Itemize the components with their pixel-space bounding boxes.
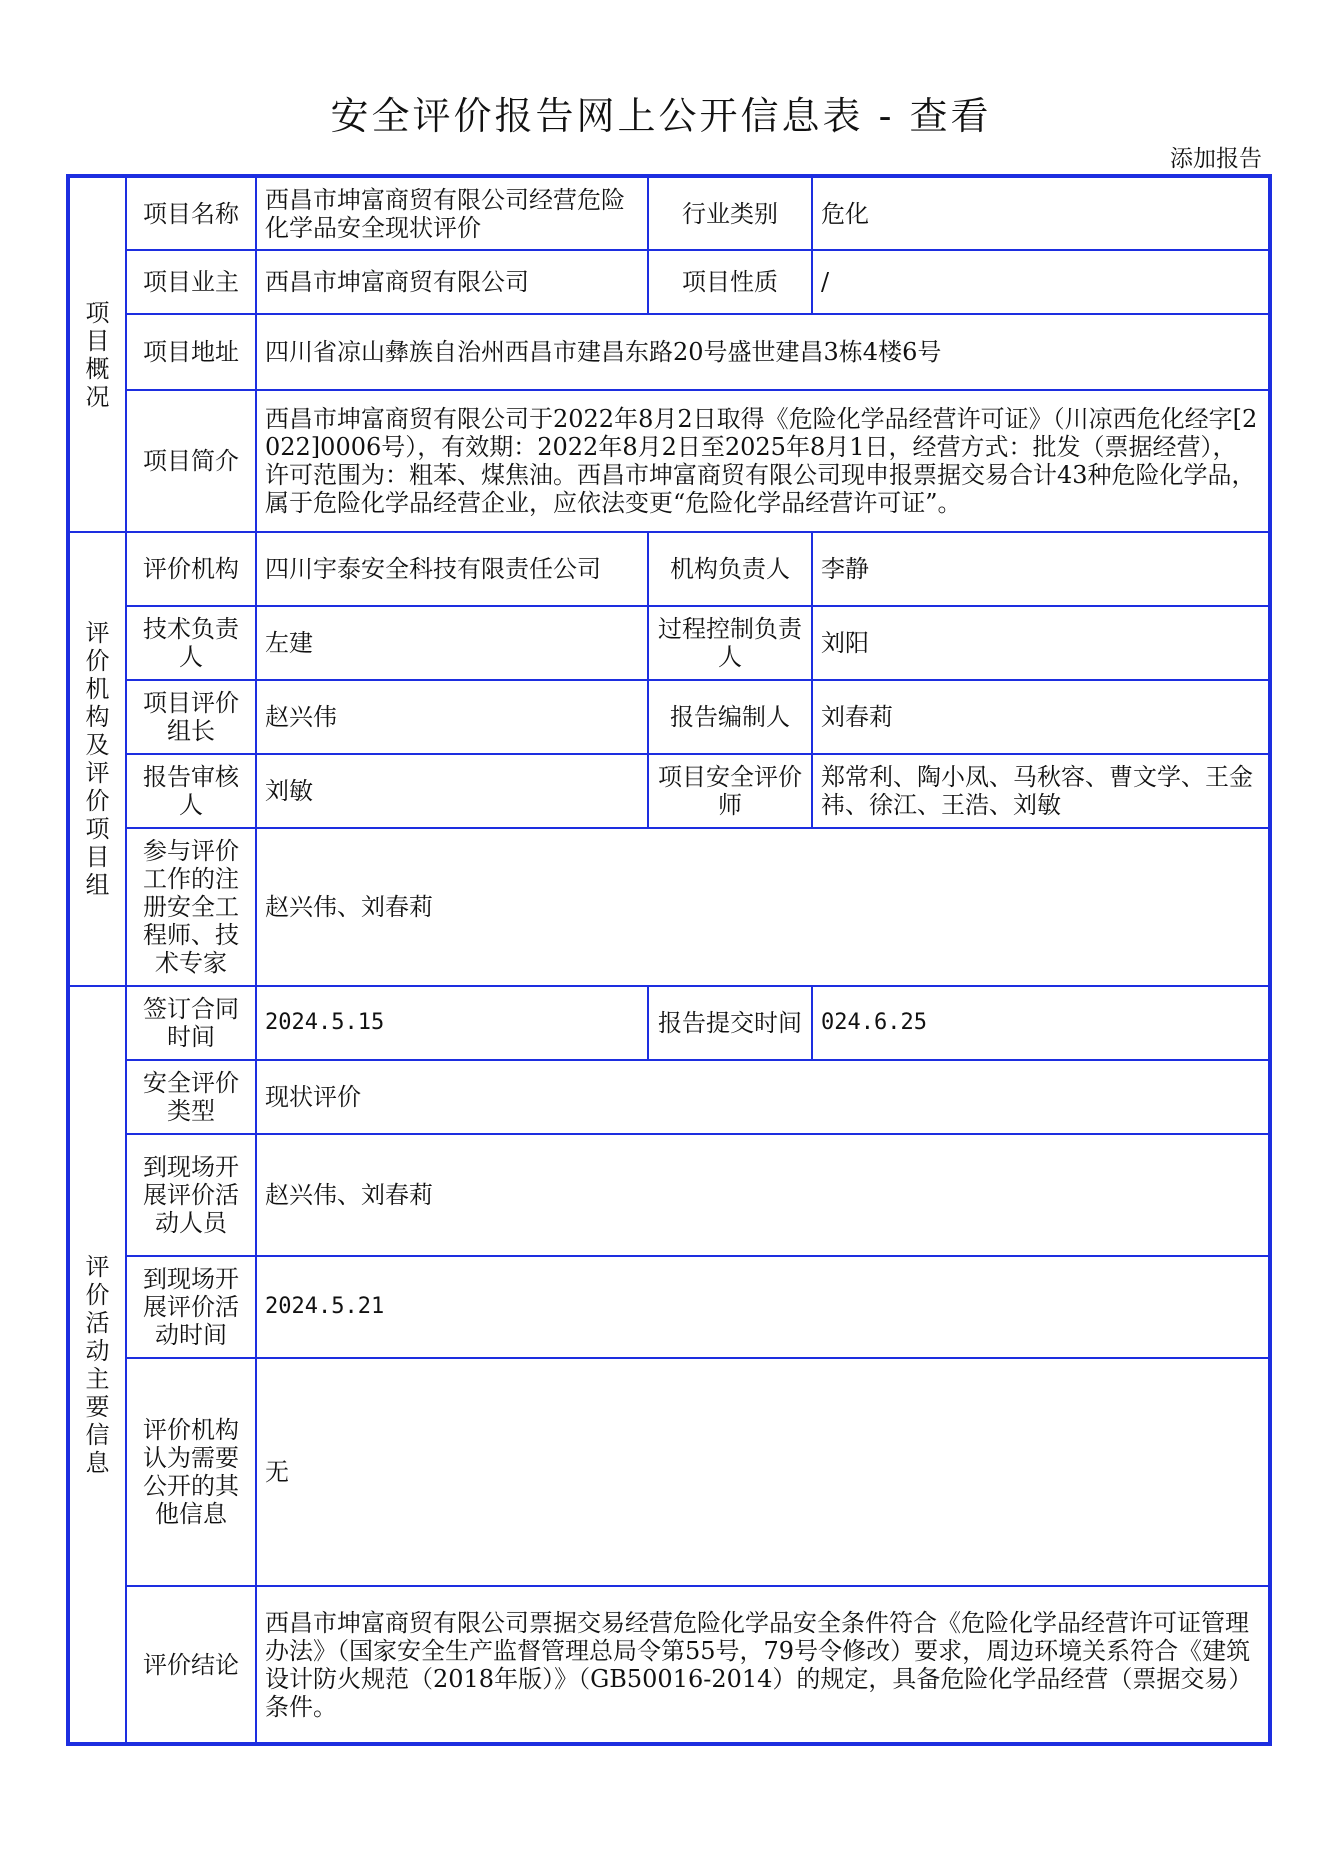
evaluators-label: 项目安全评价师: [648, 754, 812, 828]
submit-time-value: 024.6.25: [812, 986, 1270, 1060]
table-row: [68, 532, 1270, 606]
page-title: 安全评价报告网上公开信息表 - 查看: [330, 94, 992, 138]
project-nature-value: /: [812, 250, 1270, 314]
tech-head-value: 左建: [256, 606, 648, 680]
report-author-label: 报告编制人: [648, 680, 812, 754]
table-row: [68, 1586, 1270, 1744]
project-address-value: 四川省凉山彝族自治州西昌市建昌东路20号盛世建昌3栋4楼6号: [256, 314, 1270, 390]
table-row: [68, 250, 1270, 314]
table-row: [68, 176, 1270, 250]
table-row: [68, 754, 1270, 828]
onsite-time-value: 2024.5.21: [256, 1256, 1270, 1358]
table-row: [68, 314, 1270, 390]
experts-value: 赵兴伟、刘春莉: [256, 828, 1270, 986]
onsite-staff-value: 赵兴伟、刘春莉: [256, 1134, 1270, 1256]
org-head-value: 李静: [812, 532, 1270, 606]
eval-type-label: 安全评价类型: [126, 1060, 256, 1134]
other-info-label: 评价机构认为需要公开的其他信息: [126, 1358, 256, 1586]
org-head-label: 机构负责人: [648, 532, 812, 606]
team-leader-label: 项目评价组长: [126, 680, 256, 754]
evaluators-value: 郑常利、陶小凤、马秋容、曹文学、王金祎、徐江、王浩、刘敏: [812, 754, 1270, 828]
table-row: [68, 828, 1270, 986]
process-head-label: 过程控制负责人: [648, 606, 812, 680]
table-row: [68, 1134, 1270, 1256]
table-row: [68, 390, 1270, 532]
project-name-value: 西昌市坤富商贸有限公司经营危险化学品安全现状评价: [256, 176, 648, 250]
table-row: [68, 986, 1270, 1060]
experts-label: 参与评价工作的注册安全工程师、技术专家: [126, 828, 256, 986]
info-table: [66, 174, 1272, 1746]
project-owner-value: 西昌市坤富商贸有限公司: [256, 250, 648, 314]
project-nature-label: 项目性质: [648, 250, 812, 314]
other-info-value: 无: [256, 1358, 1270, 1586]
eval-type-value: 现状评价: [256, 1060, 1270, 1134]
industry-value: 危化: [812, 176, 1270, 250]
table-row: [68, 1060, 1270, 1134]
table-row: [68, 1358, 1270, 1586]
add-report-link[interactable]: 添加报告: [1170, 146, 1262, 172]
org-value: 四川宇泰安全科技有限责任公司: [256, 532, 648, 606]
table-row: [68, 680, 1270, 754]
onsite-time-label: 到现场开展评价活动时间: [126, 1256, 256, 1358]
project-intro-value: 西昌市坤富商贸有限公司于2022年8月2日取得《危险化学品经营许可证》（川凉西危化经字[2022]0006号），有效期：2022年8月2日至2025年8月1日，经营方式：批发（票据经营），许可范围为：粗苯、煤焦油。西昌市坤富商贸有限公司现申报票据交易合计43种危险化学品，属于危险化学品经营企业，应依法变更“危险化学品经营许可证”。: [256, 390, 1270, 532]
report-reviewer-value: 刘敏: [256, 754, 648, 828]
table-row: [68, 1256, 1270, 1358]
onsite-staff-label: 到现场开展评价活动人员: [126, 1134, 256, 1256]
report-reviewer-label: 报告审核人: [126, 754, 256, 828]
tech-head-label: 技术负责人: [126, 606, 256, 680]
team-leader-value: 赵兴伟: [256, 680, 648, 754]
project-intro-label: 项目简介: [126, 390, 256, 532]
org-label: 评价机构: [126, 532, 256, 606]
process-head-value: 刘阳: [812, 606, 1270, 680]
project-owner-label: 项目业主: [126, 250, 256, 314]
conclusion-value: 西昌市坤富商贸有限公司票据交易经营危险化学品安全条件符合《危险化学品经营许可证管理办法》（国家安全生产监督管理总局令第55号，79号令修改）要求，周边环境关系符合《建筑设计防火规范（2018年版）》（GB50016-2014）的规定，具备危险化学品经营（票据交易）条件。: [256, 1586, 1270, 1744]
submit-time-label: 报告提交时间: [648, 986, 812, 1060]
contract-time-value: 2024.5.15: [256, 986, 648, 1060]
conclusion-label: 评价结论: [126, 1586, 256, 1744]
contract-time-label: 签订合同时间: [126, 986, 256, 1060]
industry-label: 行业类别: [648, 176, 812, 250]
table-row: [68, 606, 1270, 680]
project-address-label: 项目地址: [126, 314, 256, 390]
project-name-label: 项目名称: [126, 176, 256, 250]
section-organization: 评价机构及评价项目组: [68, 532, 126, 986]
report-author-value: 刘春莉: [812, 680, 1270, 754]
section-activity: 评价活动主要信息: [68, 986, 126, 1744]
section-overview: 项目概况: [68, 176, 126, 532]
